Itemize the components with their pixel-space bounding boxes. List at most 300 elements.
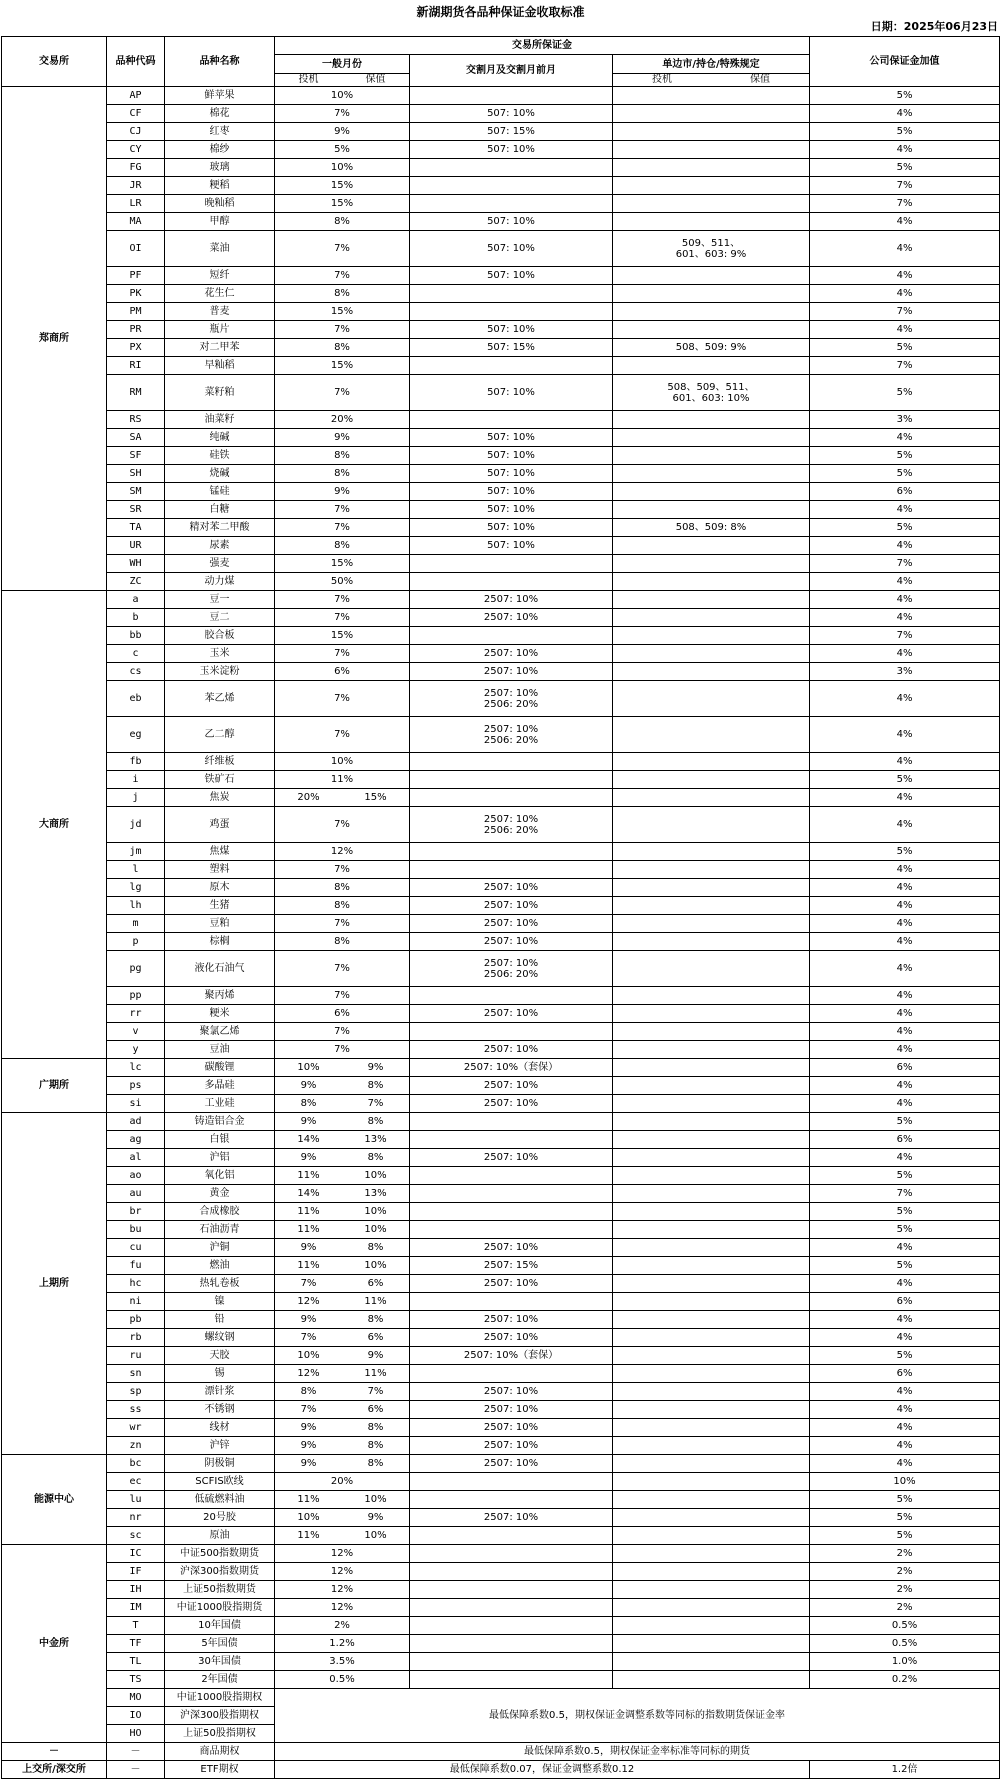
name-cell: 鸡蛋	[165, 807, 275, 843]
general-margin-cell: 7%	[275, 231, 410, 267]
special-rule-cell	[613, 195, 810, 213]
exchange-cell: －	[2, 1743, 107, 1761]
table-row	[2, 1635, 1000, 1653]
speculation-value: 12%	[297, 1368, 320, 1379]
special-rule-cell	[613, 105, 810, 123]
special-rule-cell	[613, 1311, 810, 1329]
special-rule-cell	[613, 1185, 810, 1203]
company-add-cell: 4%	[810, 609, 1000, 627]
name-cell: 上证50指数期货	[165, 1581, 275, 1599]
general-margin-cell	[275, 1365, 410, 1383]
special-rule-cell	[613, 771, 810, 789]
exchange-cell: 上期所	[2, 1113, 107, 1455]
name-cell: 瓶片	[165, 321, 275, 339]
special-rule-cell	[613, 1491, 810, 1509]
delivery-margin-cell: 507: 10%	[410, 537, 613, 555]
table-row	[2, 1689, 1000, 1707]
company-add-cell: 4%	[810, 933, 1000, 951]
delivery-margin-cell: 2507: 10%	[410, 1437, 613, 1455]
table-row	[2, 429, 1000, 447]
code-cell: v	[107, 1023, 165, 1041]
name-cell: 天胶	[165, 1347, 275, 1365]
table-row	[2, 879, 1000, 897]
header-general-month-label: 一般月份	[322, 59, 362, 70]
company-add-cell: 4%	[810, 267, 1000, 285]
special-rule-cell	[613, 1635, 810, 1653]
table-row	[2, 1347, 1000, 1365]
company-add-cell: 7%	[810, 555, 1000, 573]
name-cell: 中证1000股指期货	[165, 1599, 275, 1617]
special-rule-cell	[613, 951, 810, 987]
code-cell: CY	[107, 141, 165, 159]
table-row	[2, 1401, 1000, 1419]
table-row	[2, 519, 1000, 537]
company-add-cell: 5%	[810, 1257, 1000, 1275]
general-margin-cell	[275, 1491, 410, 1509]
code-cell: lh	[107, 897, 165, 915]
delivery-margin-cell	[410, 771, 613, 789]
special-rule-cell	[613, 753, 810, 771]
general-margin-cell: 7%	[275, 375, 410, 411]
code-cell: bb	[107, 627, 165, 645]
company-add-cell: 4%	[810, 1023, 1000, 1041]
company-add-cell: 5%	[810, 123, 1000, 141]
code-cell: pg	[107, 951, 165, 987]
company-add-cell: 2%	[810, 1581, 1000, 1599]
delivery-margin-cell	[410, 357, 613, 375]
name-cell: 胶合板	[165, 627, 275, 645]
hedge-value: 8%	[367, 1242, 384, 1253]
code-cell: au	[107, 1185, 165, 1203]
table-row	[2, 159, 1000, 177]
name-cell: 花生仁	[165, 285, 275, 303]
table-row	[2, 465, 1000, 483]
name-cell: 多晶硅	[165, 1077, 275, 1095]
general-margin-split	[275, 1170, 409, 1181]
header-unilateral-sub	[613, 73, 809, 85]
exchange-cell: 广期所	[2, 1059, 107, 1113]
exchange-cell: 上交所/深交所	[2, 1761, 107, 1779]
name-cell: 商品期权	[165, 1743, 275, 1761]
code-cell: al	[107, 1149, 165, 1167]
page-title: 新湖期货各品种保证金收取标准	[416, 5, 585, 19]
delivery-margin-cell: 507: 10%	[410, 447, 613, 465]
delivery-margin-cell: 2507: 10%	[410, 897, 613, 915]
general-margin-cell	[275, 1167, 410, 1185]
code-cell: a	[107, 591, 165, 609]
report-date: 日期：2025年06月23日	[870, 20, 998, 33]
general-margin-cell: 12%	[275, 843, 410, 861]
special-rule-cell	[613, 501, 810, 519]
general-margin-split	[275, 1386, 409, 1397]
table-row	[2, 1185, 1000, 1203]
table-row	[2, 411, 1000, 429]
general-margin-cell: 2%	[275, 1617, 410, 1635]
code-cell: PM	[107, 303, 165, 321]
general-margin-split	[275, 1116, 409, 1127]
delivery-margin-cell	[410, 177, 613, 195]
special-rule-cell	[613, 123, 810, 141]
delivery-margin-cell: 2507: 10% 2506: 20%	[410, 681, 613, 717]
code-cell: p	[107, 933, 165, 951]
name-cell: 螺纹钢	[165, 1329, 275, 1347]
special-rule-cell	[613, 1509, 810, 1527]
code-cell: rr	[107, 1005, 165, 1023]
name-cell: 液化石油气	[165, 951, 275, 987]
table-row	[2, 1023, 1000, 1041]
general-margin-cell: 8%	[275, 213, 410, 231]
general-margin-cell: 7%	[275, 591, 410, 609]
name-cell: 铁矿石	[165, 771, 275, 789]
special-rule-cell	[613, 1563, 810, 1581]
table-row	[2, 987, 1000, 1005]
delivery-margin-cell	[410, 1473, 613, 1491]
company-add-cell: 5%	[810, 1509, 1000, 1527]
company-add-cell: 7%	[810, 627, 1000, 645]
company-add-cell: 2%	[810, 1545, 1000, 1563]
header-exchange: 交易所	[2, 37, 107, 87]
name-cell: 石油沥青	[165, 1221, 275, 1239]
general-margin-cell: 9%	[275, 429, 410, 447]
speculation-value: 11%	[297, 1170, 320, 1181]
code-cell: b	[107, 609, 165, 627]
special-rule-cell	[613, 1257, 810, 1275]
code-cell: wr	[107, 1419, 165, 1437]
company-add-cell: 4%	[810, 591, 1000, 609]
name-cell: 镍	[165, 1293, 275, 1311]
special-rule-cell	[613, 213, 810, 231]
hedge-value: 8%	[367, 1152, 384, 1163]
name-cell: 菜油	[165, 231, 275, 267]
general-margin-split	[275, 1458, 409, 1469]
code-cell: MA	[107, 213, 165, 231]
table-row	[2, 1239, 1000, 1257]
table-row	[2, 1599, 1000, 1617]
name-cell: 铅	[165, 1311, 275, 1329]
special-rule-cell	[613, 843, 810, 861]
code-cell: HO	[107, 1725, 165, 1743]
delivery-margin-cell: 507: 10%	[410, 483, 613, 501]
general-margin-split	[275, 1512, 409, 1523]
special-rule-cell	[613, 1239, 810, 1257]
name-cell: 早籼稻	[165, 357, 275, 375]
general-margin-cell: 8%	[275, 897, 410, 915]
code-cell: sn	[107, 1365, 165, 1383]
speculation-value: 9%	[300, 1116, 317, 1127]
table-row	[2, 285, 1000, 303]
special-rule-cell	[613, 915, 810, 933]
table-row	[2, 915, 1000, 933]
special-rule-cell	[613, 1095, 810, 1113]
general-margin-cell: 7%	[275, 915, 410, 933]
delivery-margin-cell: 2507: 10%	[410, 1311, 613, 1329]
company-add-cell: 4%	[810, 681, 1000, 717]
code-cell: UR	[107, 537, 165, 555]
general-margin-cell	[275, 1095, 410, 1113]
general-margin-cell: 7%	[275, 105, 410, 123]
special-rule-cell	[613, 591, 810, 609]
name-cell: 纤维板	[165, 753, 275, 771]
general-margin-cell: 8%	[275, 285, 410, 303]
hedge-value: 7%	[367, 1098, 384, 1109]
general-margin-cell: 7%	[275, 267, 410, 285]
code-cell: fu	[107, 1257, 165, 1275]
name-cell: 棉花	[165, 105, 275, 123]
delivery-margin-cell	[410, 1671, 613, 1689]
name-cell: 菜籽粕	[165, 375, 275, 411]
code-cell: zn	[107, 1437, 165, 1455]
code-cell: nr	[107, 1509, 165, 1527]
table-row	[2, 1671, 1000, 1689]
speculation-value: 9%	[300, 1314, 317, 1325]
delivery-margin-cell	[410, 1023, 613, 1041]
company-add-cell: 4%	[810, 429, 1000, 447]
special-rule-cell	[613, 1419, 810, 1437]
company-add-cell: 4%	[810, 897, 1000, 915]
etf-options-note: 最低保障系数0.07，保证金调整系数0.12	[275, 1761, 810, 1779]
general-margin-split	[275, 1350, 409, 1361]
delivery-margin-cell: 507: 10%	[410, 141, 613, 159]
name-cell: 晚籼稻	[165, 195, 275, 213]
speculation-value: 10%	[297, 1512, 320, 1523]
general-margin-split	[275, 1422, 409, 1433]
speculation-value: 9%	[300, 1152, 317, 1163]
name-cell: 热轧卷板	[165, 1275, 275, 1293]
header-company-add: 公司保证金加值	[810, 37, 1000, 87]
hedge-value: 10%	[364, 1224, 387, 1235]
delivery-margin-cell: 2507: 10%	[410, 1455, 613, 1473]
general-margin-cell: 9%	[275, 483, 410, 501]
company-add-cell: 3%	[810, 411, 1000, 429]
speculation-value: 12%	[297, 1296, 320, 1307]
table-row	[2, 1095, 1000, 1113]
special-rule-cell	[613, 1599, 810, 1617]
hedge-value: 10%	[364, 1260, 387, 1271]
name-cell: 不锈钢	[165, 1401, 275, 1419]
company-add-cell: 6%	[810, 1059, 1000, 1077]
code-cell: rb	[107, 1329, 165, 1347]
code-cell: sp	[107, 1383, 165, 1401]
company-add-cell: 6%	[810, 1293, 1000, 1311]
company-add-cell: 4%	[810, 1329, 1000, 1347]
company-add-cell: 4%	[810, 789, 1000, 807]
table-row	[2, 645, 1000, 663]
general-margin-cell	[275, 1149, 410, 1167]
delivery-margin-cell: 507: 15%	[410, 339, 613, 357]
company-add-cell: 7%	[810, 177, 1000, 195]
general-margin-split	[275, 1260, 409, 1271]
name-cell: 5年国债	[165, 1635, 275, 1653]
delivery-margin-cell	[410, 1527, 613, 1545]
table-row	[2, 1221, 1000, 1239]
general-margin-cell: 8%	[275, 537, 410, 555]
special-rule-cell	[613, 87, 810, 105]
code-cell: y	[107, 1041, 165, 1059]
code-cell: T	[107, 1617, 165, 1635]
general-margin-split	[275, 1314, 409, 1325]
general-margin-cell: 15%	[275, 303, 410, 321]
header-general-month	[275, 55, 410, 87]
code-cell: TA	[107, 519, 165, 537]
delivery-margin-cell: 507: 10%	[410, 213, 613, 231]
delivery-margin-cell: 507: 10%	[410, 519, 613, 537]
code-cell: PF	[107, 267, 165, 285]
special-rule-cell	[613, 429, 810, 447]
delivery-margin-cell	[410, 1113, 613, 1131]
delivery-margin-cell: 2507: 10%	[410, 645, 613, 663]
code-cell: －	[107, 1743, 165, 1761]
name-cell: 原油	[165, 1527, 275, 1545]
name-cell: 铸造铝合金	[165, 1113, 275, 1131]
speculation-value: 11%	[297, 1206, 320, 1217]
header-unilateral-hedge: 保值	[750, 74, 771, 85]
company-add-cell: 4%	[810, 645, 1000, 663]
general-margin-split	[275, 1062, 409, 1073]
company-add-cell: 3%	[810, 663, 1000, 681]
exchange-cell: 中金所	[2, 1545, 107, 1743]
table-row	[2, 1149, 1000, 1167]
table-row	[2, 951, 1000, 987]
hedge-value: 15%	[364, 792, 387, 803]
company-add-cell: 4%	[810, 879, 1000, 897]
table-row	[2, 807, 1000, 843]
code-cell: －	[107, 1761, 165, 1779]
code-cell: pp	[107, 987, 165, 1005]
special-rule-cell	[613, 483, 810, 501]
general-margin-split	[275, 1098, 409, 1109]
table-row	[2, 1203, 1000, 1221]
special-rule-cell	[613, 1527, 810, 1545]
name-cell: 沪深300指数期货	[165, 1563, 275, 1581]
delivery-margin-cell: 2507: 10%	[410, 1419, 613, 1437]
general-margin-cell: 7%	[275, 609, 410, 627]
general-margin-cell: 12%	[275, 1563, 410, 1581]
table-header	[2, 37, 1000, 87]
code-cell: RM	[107, 375, 165, 411]
company-add-cell: 4%	[810, 501, 1000, 519]
company-add-cell: 4%	[810, 1239, 1000, 1257]
general-margin-cell	[275, 1329, 410, 1347]
company-add-cell: 4%	[810, 141, 1000, 159]
delivery-margin-cell: 2507: 10%	[410, 591, 613, 609]
delivery-margin-cell: 2507: 10%	[410, 1041, 613, 1059]
table-row	[2, 843, 1000, 861]
name-cell: 2年国债	[165, 1671, 275, 1689]
company-add-cell: 4%	[810, 105, 1000, 123]
code-cell: m	[107, 915, 165, 933]
delivery-margin-cell: 2507: 10%	[410, 1095, 613, 1113]
table-row	[2, 87, 1000, 105]
code-cell: ad	[107, 1113, 165, 1131]
table-row	[2, 1743, 1000, 1761]
company-add-cell: 5%	[810, 339, 1000, 357]
name-cell: 强麦	[165, 555, 275, 573]
code-cell: j	[107, 789, 165, 807]
code-cell: ru	[107, 1347, 165, 1365]
code-cell: PK	[107, 285, 165, 303]
speculation-value: 9%	[300, 1422, 317, 1433]
company-add-cell: 4%	[810, 213, 1000, 231]
hedge-value: 7%	[367, 1386, 384, 1397]
name-cell: 油菜籽	[165, 411, 275, 429]
table-row	[2, 1509, 1000, 1527]
table-row	[2, 663, 1000, 681]
general-margin-cell	[275, 1113, 410, 1131]
special-rule-cell	[613, 933, 810, 951]
general-margin-cell: 7%	[275, 987, 410, 1005]
code-cell: bu	[107, 1221, 165, 1239]
hedge-value: 8%	[367, 1314, 384, 1325]
code-cell: PR	[107, 321, 165, 339]
code-cell: br	[107, 1203, 165, 1221]
table-row	[2, 1293, 1000, 1311]
code-cell: IC	[107, 1545, 165, 1563]
name-cell: 聚丙烯	[165, 987, 275, 1005]
special-rule-cell	[613, 159, 810, 177]
speculation-value: 10%	[297, 1062, 320, 1073]
company-add-cell: 4%	[810, 1077, 1000, 1095]
general-margin-cell	[275, 1221, 410, 1239]
special-rule-cell	[613, 447, 810, 465]
special-rule-cell	[613, 267, 810, 285]
code-cell: RS	[107, 411, 165, 429]
table-row	[2, 1041, 1000, 1059]
table-row	[2, 789, 1000, 807]
speculation-value: 9%	[300, 1458, 317, 1469]
delivery-margin-cell: 2507: 10%	[410, 1401, 613, 1419]
special-rule-cell	[613, 987, 810, 1005]
header-unilateral-label: 单边市/持仓/特殊规定	[662, 59, 760, 70]
general-margin-cell: 7%	[275, 951, 410, 987]
special-rule-cell	[613, 1023, 810, 1041]
name-cell: 短纤	[165, 267, 275, 285]
general-margin-cell	[275, 1527, 410, 1545]
name-cell: 原木	[165, 879, 275, 897]
speculation-value: 8%	[300, 1386, 317, 1397]
delivery-margin-cell: 2507: 10%	[410, 1005, 613, 1023]
hedge-value: 11%	[364, 1296, 387, 1307]
name-cell: 乙二醇	[165, 717, 275, 753]
special-rule-cell	[613, 789, 810, 807]
code-cell: ec	[107, 1473, 165, 1491]
hedge-value: 9%	[367, 1512, 384, 1523]
code-cell: jm	[107, 843, 165, 861]
general-margin-cell	[275, 1401, 410, 1419]
special-rule-cell	[613, 1383, 810, 1401]
special-rule-cell	[613, 627, 810, 645]
general-margin-cell: 20%	[275, 1473, 410, 1491]
delivery-margin-cell: 507: 10%	[410, 105, 613, 123]
company-add-cell: 5%	[810, 375, 1000, 411]
name-cell: 生猪	[165, 897, 275, 915]
delivery-margin-cell: 2507: 10%	[410, 1275, 613, 1293]
special-rule-cell	[613, 357, 810, 375]
company-add-cell: 4%	[810, 1437, 1000, 1455]
speculation-value: 11%	[297, 1260, 320, 1271]
table-row	[2, 123, 1000, 141]
special-rule-cell	[613, 879, 810, 897]
header-code: 品种代码	[107, 37, 165, 87]
table-row	[2, 321, 1000, 339]
delivery-margin-cell	[410, 1599, 613, 1617]
delivery-margin-cell: 507: 10%	[410, 465, 613, 483]
delivery-margin-cell: 2507: 10%	[410, 663, 613, 681]
delivery-margin-cell: 507: 10%	[410, 321, 613, 339]
code-cell: MO	[107, 1689, 165, 1707]
hedge-value: 8%	[367, 1080, 384, 1091]
general-margin-cell: 15%	[275, 627, 410, 645]
general-margin-cell	[275, 1185, 410, 1203]
